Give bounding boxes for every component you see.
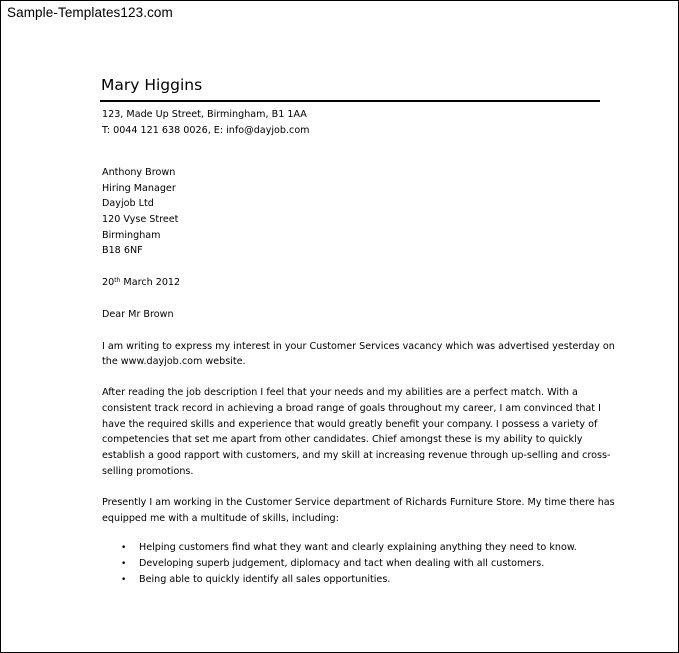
recipient-company: Dayjob Ltd xyxy=(102,198,154,209)
watermark: Sample-Templates123.com xyxy=(7,5,173,20)
paragraph-line: establish a good rapport with customers, and my skill at increasing revenue through up-selling and cross- xyxy=(102,450,611,461)
paragraph-line: competencies that set me apart from other candidates. Chief amongst these is my ability to quickly xyxy=(102,434,583,445)
date-day: 20 xyxy=(102,277,115,288)
list-item: Being able to quickly identify all sales opportunities. xyxy=(139,574,391,585)
paragraph-line: I am writing to express my interest in your Customer Services vacancy which was advertised yesterday on xyxy=(102,341,615,352)
paragraph-line: consistent track record in achieving a broad range of goals throughout my career, I am convinced that I xyxy=(102,403,601,414)
letter-date xyxy=(102,277,180,289)
recipient-street: 120 Vyse Street xyxy=(102,214,179,225)
recipient-name: Anthony Brown xyxy=(102,167,176,178)
salutation: Dear Mr Brown xyxy=(102,309,174,320)
bullet-icon: • xyxy=(121,575,127,585)
list-item: Helping customers find what they want and clearly explaining anything they need to know. xyxy=(139,542,577,553)
bullet-icon: • xyxy=(121,543,127,553)
paragraph-line: After reading the job description I feel that your needs and my abilities are a perfect match. With a xyxy=(102,387,578,398)
sender-address: 123, Made Up Street, Birmingham, B1 1AA xyxy=(102,109,307,120)
paragraph-line: have the required skills and experience that would greatly benefit your company. I possess a variety of xyxy=(102,419,598,430)
date-suffix: th xyxy=(114,277,121,284)
header-divider xyxy=(100,100,600,102)
sender-contact: T: 0044 121 638 0026, E: info@dayjob.com xyxy=(102,125,310,136)
paragraph-line: the www.dayjob.com website. xyxy=(102,356,246,367)
date-rest: March 2012 xyxy=(120,277,181,288)
paragraph-line: Presently I am working in the Customer Service department of Richards Furniture Store. My time there has xyxy=(102,497,615,508)
recipient-city: Birmingham xyxy=(102,230,161,241)
paragraph-line: selling promotions. xyxy=(102,466,194,477)
paragraph-line: equipped me with a multitude of skills, including: xyxy=(102,513,339,524)
bullet-icon: • xyxy=(121,559,127,569)
sender-name: Mary Higgins xyxy=(101,76,203,94)
recipient-postcode: B18 6NF xyxy=(102,245,143,256)
list-item: Developing superb judgement, diplomacy and tact when dealing with all customers. xyxy=(139,558,545,569)
recipient-title: Hiring Manager xyxy=(102,183,176,194)
